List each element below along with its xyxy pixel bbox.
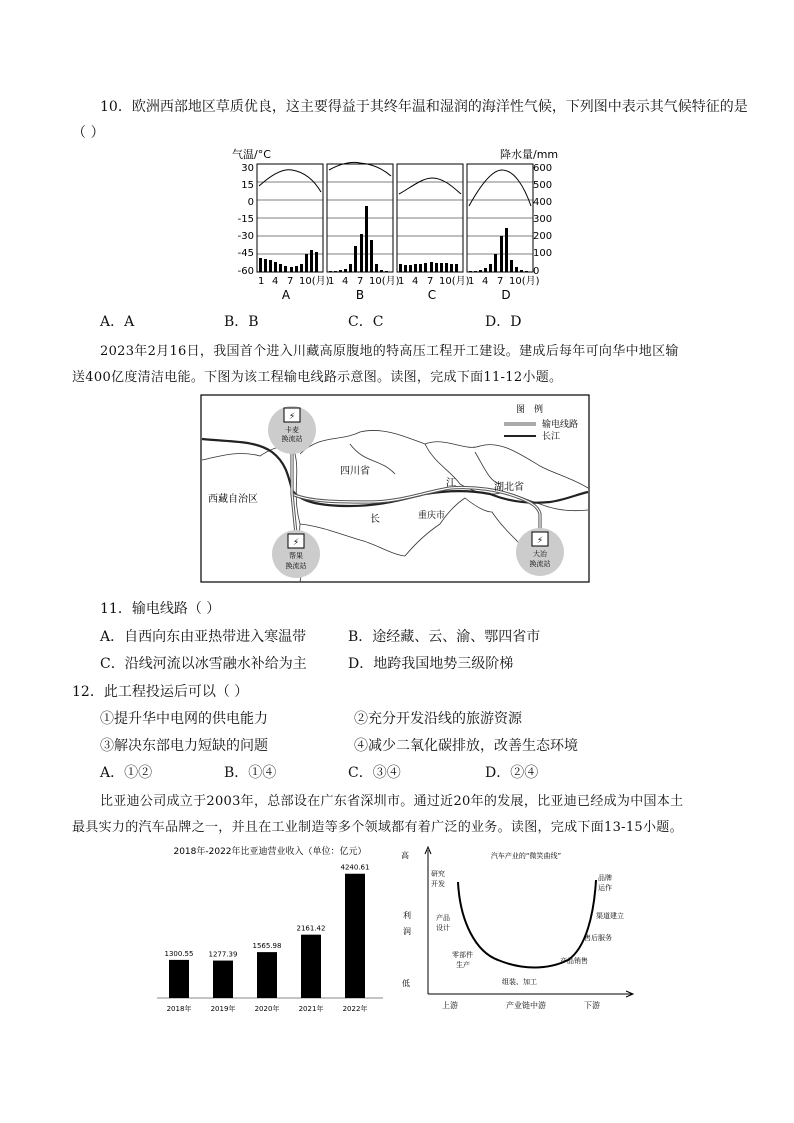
climate-panel-a bbox=[257, 164, 323, 272]
svg-text:设计: 设计 bbox=[436, 924, 450, 932]
svg-text:产品销售: 产品销售 bbox=[560, 957, 588, 965]
precip-ticks bbox=[533, 163, 552, 277]
svg-text:1: 1 bbox=[468, 276, 475, 287]
temp-curve-a bbox=[259, 170, 321, 192]
q12-option-d[interactable]: D．②④ bbox=[485, 765, 539, 781]
panel-label-c: C bbox=[427, 288, 437, 302]
bar-value-label: 4240.61 bbox=[340, 863, 370, 872]
bar-value-label: 1565.98 bbox=[252, 942, 282, 951]
svg-text:7: 7 bbox=[427, 276, 434, 287]
revenue-bar bbox=[301, 935, 321, 998]
svg-text:利: 利 bbox=[403, 911, 411, 920]
q12-option-c[interactable]: C．③④ bbox=[348, 765, 401, 781]
svg-text:帮果: 帮果 bbox=[289, 552, 303, 560]
climate-panel-b bbox=[327, 162, 393, 272]
revenue-bar bbox=[213, 961, 233, 998]
svg-text:图 例: 图 例 bbox=[516, 405, 544, 415]
svg-text:长江: 长江 bbox=[542, 432, 561, 442]
revenue-bar bbox=[257, 952, 277, 998]
bar-value-label: 1277.39 bbox=[208, 950, 238, 959]
svg-text:换流站: 换流站 bbox=[281, 435, 303, 443]
substation-icon: ⚡ bbox=[536, 536, 544, 546]
transmission-map bbox=[200, 394, 590, 584]
svg-text:组装、加工: 组装、加工 bbox=[502, 978, 537, 986]
smile-labels bbox=[401, 850, 624, 1010]
substation-icon: ⚡ bbox=[292, 538, 300, 548]
svg-text:研究: 研究 bbox=[431, 870, 445, 878]
precip-axis-title: 降水量/mm bbox=[500, 148, 559, 161]
temp-ticks bbox=[238, 163, 254, 277]
byd-revenue-chart bbox=[155, 842, 385, 1017]
svg-text:10(月): 10(月) bbox=[509, 276, 540, 287]
label-sichuan: 四川省 bbox=[340, 466, 370, 477]
svg-text:1: 1 bbox=[328, 276, 335, 287]
temp-curve-c bbox=[399, 178, 461, 194]
precip-tick: 200 bbox=[533, 231, 553, 242]
station-kamai bbox=[268, 406, 316, 454]
svg-text:10(月): 10(月) bbox=[439, 276, 470, 287]
svg-text:7: 7 bbox=[287, 276, 294, 287]
q12-option-a[interactable]: A．①② bbox=[100, 765, 153, 781]
q12-item-3: ③解决东部电力短缺的问题 bbox=[100, 738, 268, 754]
label-hubei: 湖北省 bbox=[494, 482, 524, 493]
precip-tick: 600 bbox=[533, 163, 553, 174]
svg-text:10(月): 10(月) bbox=[299, 276, 330, 287]
svg-text:1: 1 bbox=[398, 276, 405, 287]
svg-text:10(月): 10(月) bbox=[369, 276, 400, 287]
q10-stem: 10．欧洲西部地区草质优良，这主要得益于其终年温和湿润的海洋性气候，下列图中表示其气候特征的是 bbox=[100, 99, 748, 115]
intro-13-15-line1: 比亚迪公司成立于2003年，总部设在广东省深圳市。通过近20年的发展，比亚迪已经成为中国本土 bbox=[100, 794, 684, 809]
substation-icon: ⚡ bbox=[288, 412, 296, 422]
smile-curve bbox=[458, 880, 596, 968]
q10-option-a[interactable]: A．A bbox=[100, 314, 135, 330]
smile-title: 汽车产业的“微笑曲线” bbox=[490, 852, 562, 860]
svg-text:7: 7 bbox=[357, 276, 364, 287]
category-label: 2019年 bbox=[210, 1005, 236, 1013]
x-midstream: 产业链中游 bbox=[506, 1001, 546, 1010]
temp-tick: 0 bbox=[247, 197, 254, 208]
temp-tick: -30 bbox=[237, 231, 254, 242]
precip-tick: 100 bbox=[533, 248, 553, 259]
svg-text:润: 润 bbox=[403, 927, 411, 936]
q10-option-c[interactable]: C．C bbox=[348, 314, 384, 330]
station-daye bbox=[516, 528, 564, 576]
intro-11-12-line1: 2023年2月16日，我国首个进入川藏高原腹地的特高压工程开工建设。建成后每年可向华中地区输 bbox=[100, 344, 679, 359]
svg-text:售后服务: 售后服务 bbox=[584, 934, 612, 942]
svg-text:卡麦: 卡麦 bbox=[285, 426, 299, 434]
q10-answer-paren: （ ） bbox=[72, 125, 105, 141]
panel-label-a: A bbox=[281, 288, 291, 302]
category-label: 2022年 bbox=[342, 1005, 368, 1013]
month-ticks bbox=[258, 275, 540, 287]
svg-text:输电线路: 输电线路 bbox=[542, 420, 579, 430]
panel-label-d: D bbox=[501, 288, 511, 302]
temp-tick: -15 bbox=[237, 214, 254, 225]
q11-option-d[interactable]: D．地跨我国地势三级阶梯 bbox=[348, 656, 514, 672]
temp-tick: -45 bbox=[237, 248, 254, 259]
svg-text:换流站: 换流站 bbox=[529, 560, 551, 568]
svg-text:品牌: 品牌 bbox=[598, 874, 612, 882]
svg-text:1: 1 bbox=[258, 276, 265, 287]
label-chongqing: 重庆市 bbox=[418, 511, 446, 521]
q11-option-b[interactable]: B．途经藏、云、渝、鄂四省市 bbox=[348, 629, 541, 645]
category-label: 2020年 bbox=[254, 1005, 280, 1013]
svg-text:产品: 产品 bbox=[436, 914, 450, 922]
climate-panel-d bbox=[467, 164, 533, 272]
precip-tick: 400 bbox=[533, 197, 553, 208]
q12-stem: 12．此工程投运后可以（ ） bbox=[72, 684, 249, 700]
svg-text:渠道建立: 渠道建立 bbox=[596, 912, 624, 920]
intro-11-12-line2: 送400亿度清洁电能。下图为该工程输电线路示意图。读图，完成下面11-12小题。 bbox=[72, 370, 563, 385]
svg-text:生产: 生产 bbox=[456, 961, 470, 969]
category-label: 2018年 bbox=[166, 1005, 192, 1013]
climate-chart-figure bbox=[230, 146, 560, 306]
svg-text:4: 4 bbox=[342, 276, 349, 287]
label-tibet: 西藏自治区 bbox=[208, 494, 258, 505]
temp-curve-d bbox=[469, 170, 531, 206]
bar-value-label: 2161.42 bbox=[296, 924, 326, 933]
q11-option-a[interactable]: A．自西向东由亚热带进入寒温带 bbox=[100, 629, 307, 645]
svg-text:开发: 开发 bbox=[431, 880, 445, 888]
x-downstream: 下游 bbox=[584, 1001, 600, 1010]
q12-item-1: ①提升华中电网的供电能力 bbox=[100, 711, 268, 727]
q10-option-b[interactable]: B．B bbox=[224, 314, 259, 330]
svg-text:4: 4 bbox=[272, 276, 279, 287]
svg-text:大冶: 大冶 bbox=[533, 550, 547, 558]
svg-text:零部件: 零部件 bbox=[452, 951, 473, 959]
category-label: 2021年 bbox=[298, 1005, 324, 1013]
station-bangguo bbox=[272, 530, 320, 578]
panel-label-b: B bbox=[355, 288, 365, 302]
q11-option-c[interactable]: C．沿线河流以冰雪融水补给为主 bbox=[100, 656, 307, 672]
y-low: 低 bbox=[402, 979, 410, 988]
x-upstream: 上游 bbox=[442, 1001, 458, 1010]
label-jiang: 江 bbox=[446, 478, 456, 489]
precip-tick: 300 bbox=[533, 214, 553, 225]
svg-text:4: 4 bbox=[482, 276, 489, 287]
panel-labels bbox=[282, 288, 511, 302]
q12-item-4: ④减少二氧化碳排放，改善生态环境 bbox=[354, 738, 578, 754]
chart-title: 2018年-2022年比亚迪营业收入（单位：亿元） bbox=[173, 847, 367, 857]
label-chang: 长 bbox=[370, 514, 380, 525]
revenue-bar bbox=[345, 874, 365, 998]
svg-text:运作: 运作 bbox=[598, 884, 612, 892]
temp-tick: -60 bbox=[237, 266, 254, 277]
precip-tick: 0 bbox=[533, 266, 540, 277]
y-high: 高 bbox=[401, 851, 409, 860]
svg-text:7: 7 bbox=[497, 276, 504, 287]
bar-value-label: 1300.55 bbox=[164, 949, 194, 958]
smile-curve-figure bbox=[398, 842, 638, 1017]
q11-stem: 11．输电线路（ ） bbox=[100, 601, 221, 617]
temp-tick: 15 bbox=[241, 180, 254, 191]
q10-option-d[interactable]: D．D bbox=[485, 314, 522, 330]
precip-tick: 500 bbox=[533, 180, 553, 191]
climate-panel-c bbox=[397, 164, 463, 272]
q12-item-2: ②充分开发沿线的旅游资源 bbox=[354, 711, 522, 727]
q12-option-b[interactable]: B．①④ bbox=[224, 765, 277, 781]
temp-tick: 30 bbox=[241, 163, 254, 174]
temp-axis-title: 气温/°C bbox=[232, 148, 271, 161]
svg-text:换流站: 换流站 bbox=[285, 562, 307, 570]
revenue-bar bbox=[169, 960, 189, 998]
svg-text:4: 4 bbox=[412, 276, 419, 287]
intro-13-15-line2: 最具实力的汽车品牌之一，并且在工业制造等多个领域都有着广泛的业务。读图，完成下面13-15小题。 bbox=[72, 820, 683, 835]
